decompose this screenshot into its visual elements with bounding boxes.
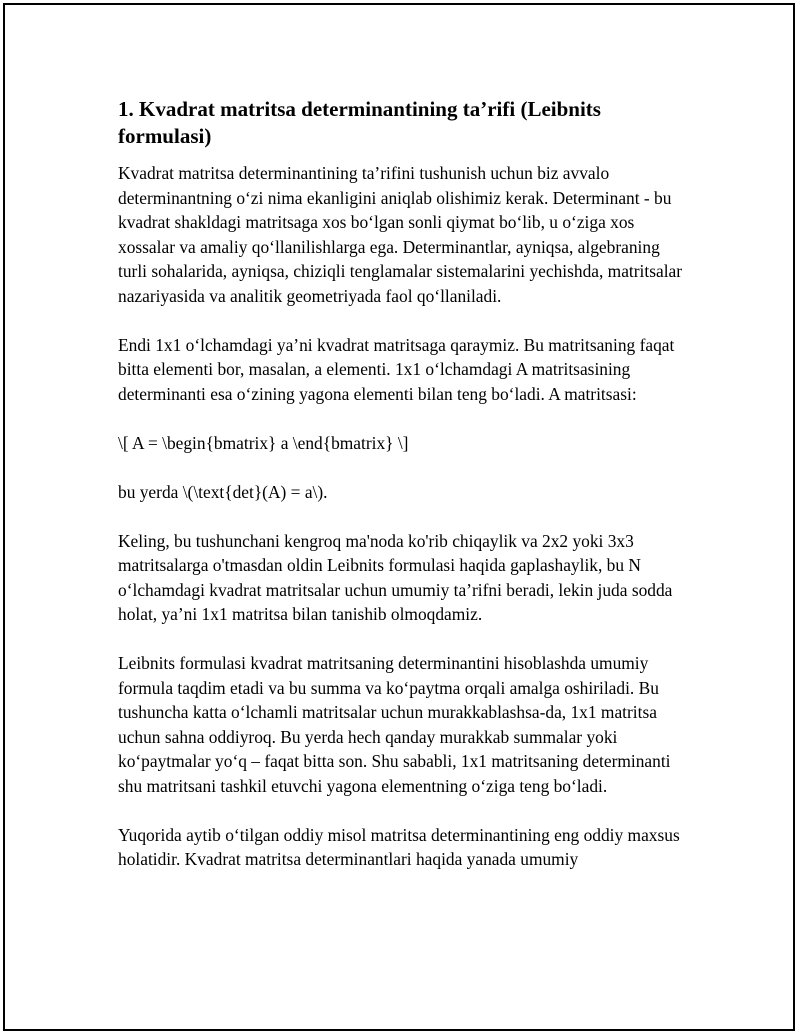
section-heading: 1. Kvadrat matritsa determinantining ta’rifi (Leibnits formulasi) bbox=[118, 97, 601, 148]
paragraph-determinant-intro: Kvadrat matritsa determinantining ta’rifini tushunish uchun biz avvalo determinantning o‘zi nima ekanligini aniqlab olishimiz kerak. Determinant - bu kvadrat shakldagi matritsaga xos bo‘lgan sonli qiymat bo‘lib, u o‘ziga xos xossalar va amaliy qo‘llanilishlarga ega. Determinantlar, ayniqsa, algebraning turli sohalarida, ayniqsa, chiziqli tenglamalar sistemalarini yechishda, matritsalar nazariyasida va analitik geometriyada faol qo‘llaniladi. bbox=[118, 163, 683, 306]
paragraph-leibnits-intro: Keling, bu tushunchani kengroq ma'noda ko'rib chiqaylik va 2x2 yoki 3x3 matritsalarga o'tmasdan oldin Leibnits formulasi haqida gaplashaylik, bu N o‘lchamdagi kvadrat matritsalar uchun umumiy ta’rifni beradi, lekin juda sodda holat, ya’ni 1x1 matritsa bilan tanishib olmoqdamiz. bbox=[118, 530, 673, 624]
paragraph-conclusion: Yuqorida aytib o‘tilgan oddiy misol matritsa determinantining eng oddiy maxsus holatidir. Kvadrat matritsa determinantlari haqida yanada umumiy bbox=[118, 824, 680, 869]
paragraph-leibnits-formula: Leibnits formulasi kvadrat matritsaning determinantini hisoblashda umumiy formula taqdim etadi va bu summa va ko‘paytma orqali amalga oshiriladi. Bu tushuncha katta o‘lchamli matritsalar uchun murakkablashsa-da, 1x1 matritsa uchun sahna oddiyroq. Bu yerda hech qanday murakkab summalar yoki ko‘paytmalar yo‘q – faqat bitta son. Shu sababli, 1x1 matritsaning determinanti shu matritsani tashkil etuvchi yagona elementning o‘ziga teng bo‘ladi. bbox=[118, 653, 671, 796]
document-body bbox=[118, 96, 693, 896]
formula-matrix-a: \[ A = \begin{bmatrix} a \end{bmatrix} \] bbox=[118, 432, 409, 453]
paragraph-1x1-matrix: Endi 1x1 o‘lchamdagi ya’ni kvadrat matritsaga qaraymiz. Bu matritsaning faqat bitta elementi bor, masalan, a elementi. 1x1 o‘lchamdagi A matritsasining determinanti esa o‘zining yagona elementi bilan teng bo‘ladi. A matritsasi: bbox=[118, 334, 675, 404]
formula-det-a: bu yerda \(\text{det}(A) = a\). bbox=[118, 481, 328, 502]
